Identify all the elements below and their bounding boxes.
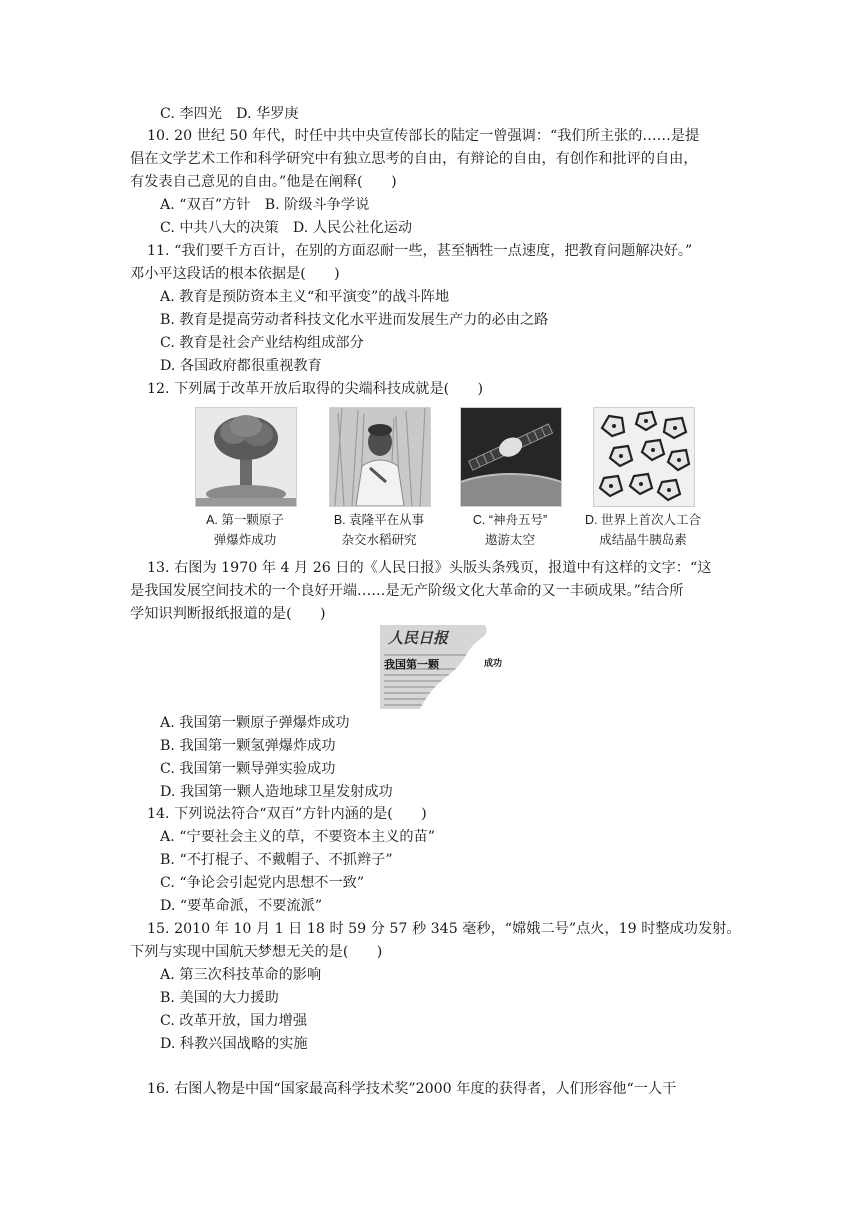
- caption-d: D. 世界上首次人工合 成结晶牛胰岛素: [585, 513, 701, 547]
- newspaper-masthead: 人民日报: [388, 629, 449, 647]
- caption-a: A. 第一颗原子 弹爆炸成功: [206, 513, 284, 547]
- insulin-crystal-photo: [593, 407, 695, 507]
- rice-research-photo: [329, 407, 431, 507]
- shenzhou-spacecraft-photo: [460, 407, 562, 507]
- newspaper-fragment-image: [380, 625, 510, 709]
- newspaper-headline-left: 我国第一颗: [384, 658, 439, 671]
- caption-b: B. 袁隆平在从事 杂交水稻研究: [333, 513, 425, 547]
- newspaper-headline-right: 成功: [484, 659, 503, 669]
- atomic-bomb-photo: [195, 407, 297, 507]
- caption-c: C. “神舟五号” 遨游太空: [472, 513, 548, 547]
